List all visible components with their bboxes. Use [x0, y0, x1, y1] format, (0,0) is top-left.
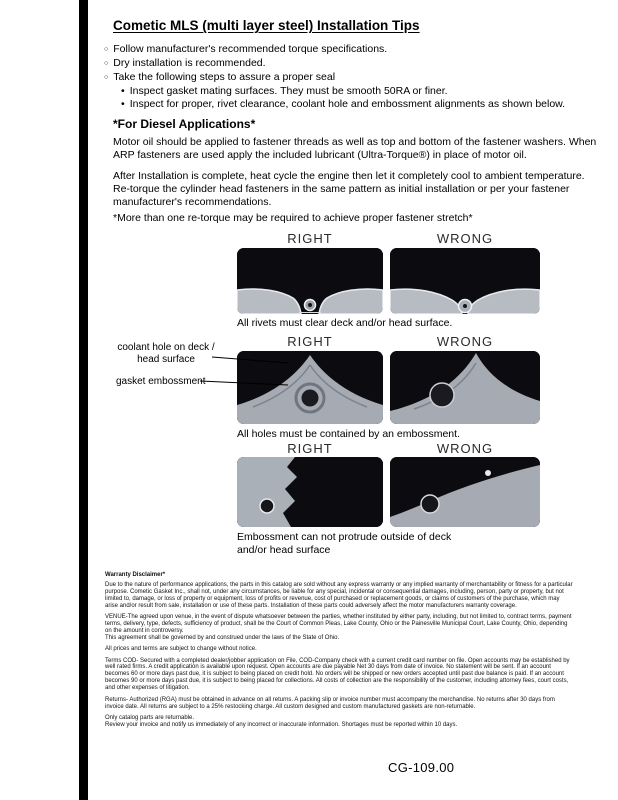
diagram-rivet-right-image	[237, 248, 383, 314]
tip-text: Follow manufacturer's recommended torque specifications.	[113, 43, 388, 55]
page-spine-bar	[79, 0, 88, 800]
callout-coolant-hole: coolant hole on deck / head surface	[117, 342, 215, 365]
warranty-paragraph-venue: VENUE-The agreed upon venue, in the event of dispute whatsoever between the parties, whether instituted by either party, including, but not limited to, contract terms, payment terms, delivery, type, defects, sufficiency of product, shall be the Court of Common Pleas, Lake County, Ohio or the Painesville Municipal Court, Lake County, Ohio, depending on the amount in controversy.	[105, 614, 572, 634]
callout-pointer-lines	[200, 352, 295, 392]
warranty-heading: Warranty Disclaimer*	[105, 572, 166, 578]
page-title: Cometic MLS (multi layer steel) Installation Tips	[113, 18, 420, 33]
wrong-label-row3: WRONG	[436, 441, 494, 456]
callout-gasket-embossment: gasket embossment	[116, 376, 206, 387]
page-code: CG-109.00	[388, 760, 455, 775]
warranty-paragraph-prices: All prices and terms are subject to change without notice.	[105, 646, 257, 653]
wrong-label-row2: WRONG	[436, 334, 494, 349]
wrong-label-row1: WRONG	[436, 231, 494, 246]
warranty-paragraph-1: Due to the nature of performance applications, the parts in this catalog are sold without any express warranty or any implied warranty of merchantability or fitness for a particular purpose. Cometic Gasket Inc., shall not, under any circumstances, be liable for any special, incidental or consequential damages, including, person, party or property, but not limited to, damage, or loss of property or equipment, loss of profits or revenue, cost of purchased or replacement goods, or claims of customers of the purchase, which may arise and/or result from sale, installation or use of these parts. Installation of these parts could adversely affect the motor manufacturers warranty coverage.	[105, 581, 573, 609]
row3-caption: Embossment can not protrude outside of deck and/or head surface	[237, 531, 452, 556]
tips-list	[104, 43, 565, 111]
tip-item	[104, 57, 565, 71]
right-label-row1: RIGHT	[287, 231, 333, 246]
tip-item	[104, 43, 565, 57]
warranty-paragraph-returnable: Only catalog parts are returnable.	[105, 714, 195, 721]
diesel-applications-heading: *For Diesel Applications*	[113, 117, 256, 131]
warranty-paragraph-terms: Terms COD- Secured with a completed dealer/jobber application on File, COD-Company check with a current credit card number on file. Open accounts may be established by well rated firms. A credit application is available upon request. Open accounts are due payable Net 30 days from date of invoice. No statement will be sent. If an account becomes 60 or more days past due, it is subject to being placed on credit hold. No orders will be shipped or new orders accepted until past due balance is paid. If an account becomes 90 or more days past due, it is subject to being placed for collections. All costs of collection are the responsibility of the customer, including attorney fees, court costs, and other expenses of litigation.	[105, 657, 570, 692]
warranty-disclaimer	[105, 572, 573, 733]
tip-sub-item	[104, 85, 565, 98]
row2-caption: All holes must be contained by an embossment.	[237, 428, 460, 440]
tip-text: Dry installation is recommended.	[113, 57, 266, 69]
diagram-protrusion-right-image	[237, 457, 383, 527]
tip-text: Take the following steps to assure a proper seal	[113, 71, 336, 83]
right-label-row3: RIGHT	[287, 441, 333, 456]
right-label-row2: RIGHT	[287, 334, 333, 349]
warranty-paragraph-review: Review your invoice and notify us immediately of any incorrect or inaccurate information. Shortages must be reported within 10 days.	[105, 721, 458, 728]
diesel-paragraph-1: Motor oil should be applied to fastener threads as well as top and bottom of the fastener washers. When ARP fasteners are used apply the included lubricant (Ultra-Torque®) in place of motor oil.	[113, 136, 597, 162]
tip-text: Inspect gasket mating surfaces. They must be smooth 50RA or finer.	[129, 85, 448, 97]
diagram-rivet-wrong-image	[390, 248, 540, 314]
diagram-embossment-wrong-image	[390, 351, 540, 424]
retorque-note: *More than one re-torque may be required to achieve proper fastener stretch*	[113, 212, 473, 224]
tip-item	[104, 71, 565, 85]
row1-caption: All rivets must clear deck and/or head surface.	[237, 317, 453, 329]
diagram-protrusion-wrong-image	[390, 457, 540, 527]
diesel-paragraph-2: After Installation is complete, heat cycle the engine then let it completely cool to ambient temperature. Re-torque the cylinder head fasteners in the same pattern as initial installation or per your fastener manufacturer's recommendations.	[113, 170, 585, 209]
tip-text: Inspect for proper, rivet clearance, coolant hole and embossment alignments as shown below.	[129, 98, 566, 110]
warranty-paragraph-governing-law: This agreement shall be governed by and construed under the laws of the State of Ohio.	[105, 634, 340, 641]
warranty-paragraph-returns: Returns- Authorized (RGA) must be obtained in advance on all returns. A packing slip or invoice number must accompany the merchandise. No returns after 30 days from invoice date. All returns are subject to a 25% restocking charge. All custom designed and custom manufactured gaskets are non-returnable.	[105, 696, 555, 710]
tip-sub-item	[104, 98, 565, 111]
